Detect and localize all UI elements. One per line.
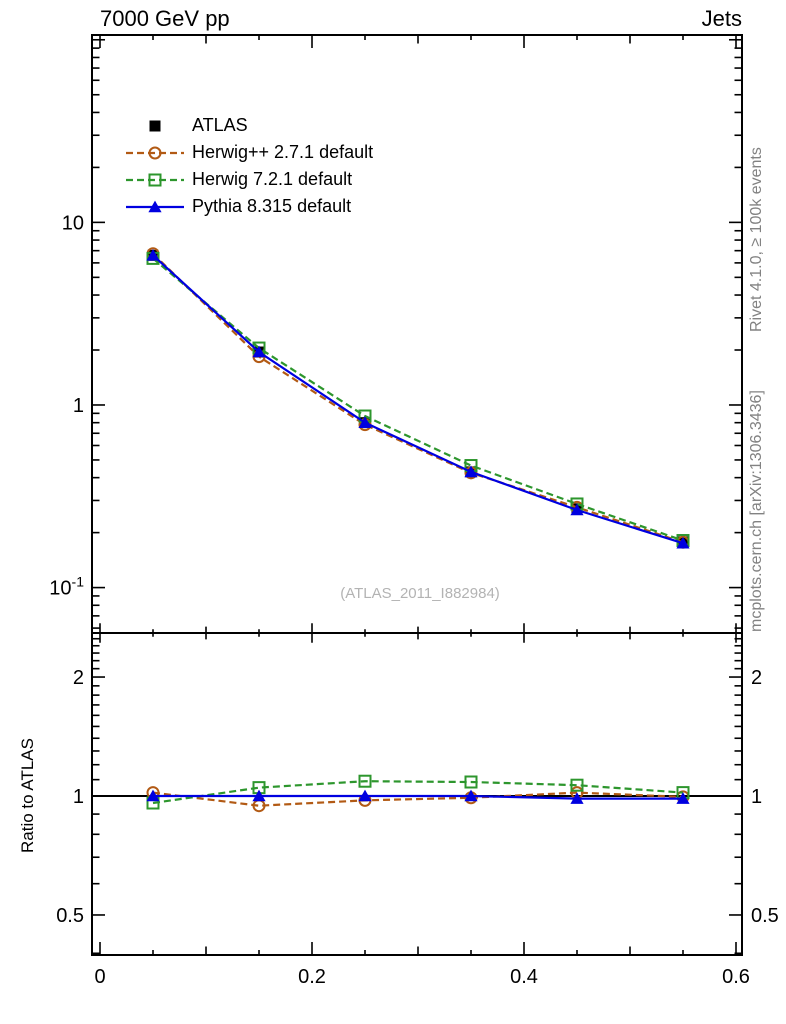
legend	[126, 112, 373, 220]
svg-text:0.2: 0.2	[298, 966, 326, 988]
legend-label-herwigpp: Herwig++ 2.7.1 default	[192, 142, 374, 162]
legend-marker-atlas-icon	[126, 116, 184, 136]
svg-text:0.5: 0.5	[56, 904, 84, 927]
plot-title-beam: 7000 GeV pp	[100, 6, 230, 31]
svg-text:2: 2	[72, 667, 84, 690]
series-herwig-7-2-1-default	[148, 253, 689, 809]
plot-title-category: Jets	[701, 6, 742, 31]
svg-text:10: 10	[61, 212, 84, 235]
legend-marker-pythia-icon	[126, 197, 184, 217]
legend-marker-herwigpp-icon	[126, 143, 184, 163]
ratio-axis-title: Ratio to ATLAS	[18, 738, 37, 853]
svg-text:1: 1	[751, 786, 763, 809]
legend-label-atlas: ATLAS	[192, 115, 248, 135]
series-herwig-2-7-1-default	[148, 248, 689, 811]
legend-label-herwig7: Herwig 7.2.1 default	[192, 169, 353, 189]
svg-text:2: 2	[751, 667, 763, 690]
svg-text:0.4: 0.4	[510, 966, 538, 988]
svg-text:1: 1	[72, 394, 84, 417]
legend-item-atlas	[126, 112, 373, 139]
series-pythia-8-315-default	[146, 249, 689, 804]
analysis-watermark: (ATLAS_2011_I882984)	[340, 585, 500, 602]
legend-label-pythia: Pythia 8.315 default	[192, 196, 352, 216]
svg-text:0.5: 0.5	[751, 904, 779, 927]
series-atlas	[92, 250, 742, 796]
svg-text:1: 1	[72, 786, 84, 809]
mcplots-arxiv-text: mcplots.cern.ch [arXiv:1306.3436]	[748, 390, 765, 632]
legend-marker-herwig7-icon	[126, 170, 184, 190]
legend-item-pythia	[126, 193, 373, 220]
svg-text:0.6: 0.6	[722, 966, 750, 988]
legend-item-herwigpp	[126, 139, 373, 166]
rivet-version-text: Rivet 4.1.0, ≥ 100k events	[748, 147, 765, 332]
svg-text:0: 0	[94, 966, 106, 988]
legend-item-herwig7	[126, 166, 373, 193]
svg-text:10-1: $10^{-1}$	[49, 573, 84, 600]
